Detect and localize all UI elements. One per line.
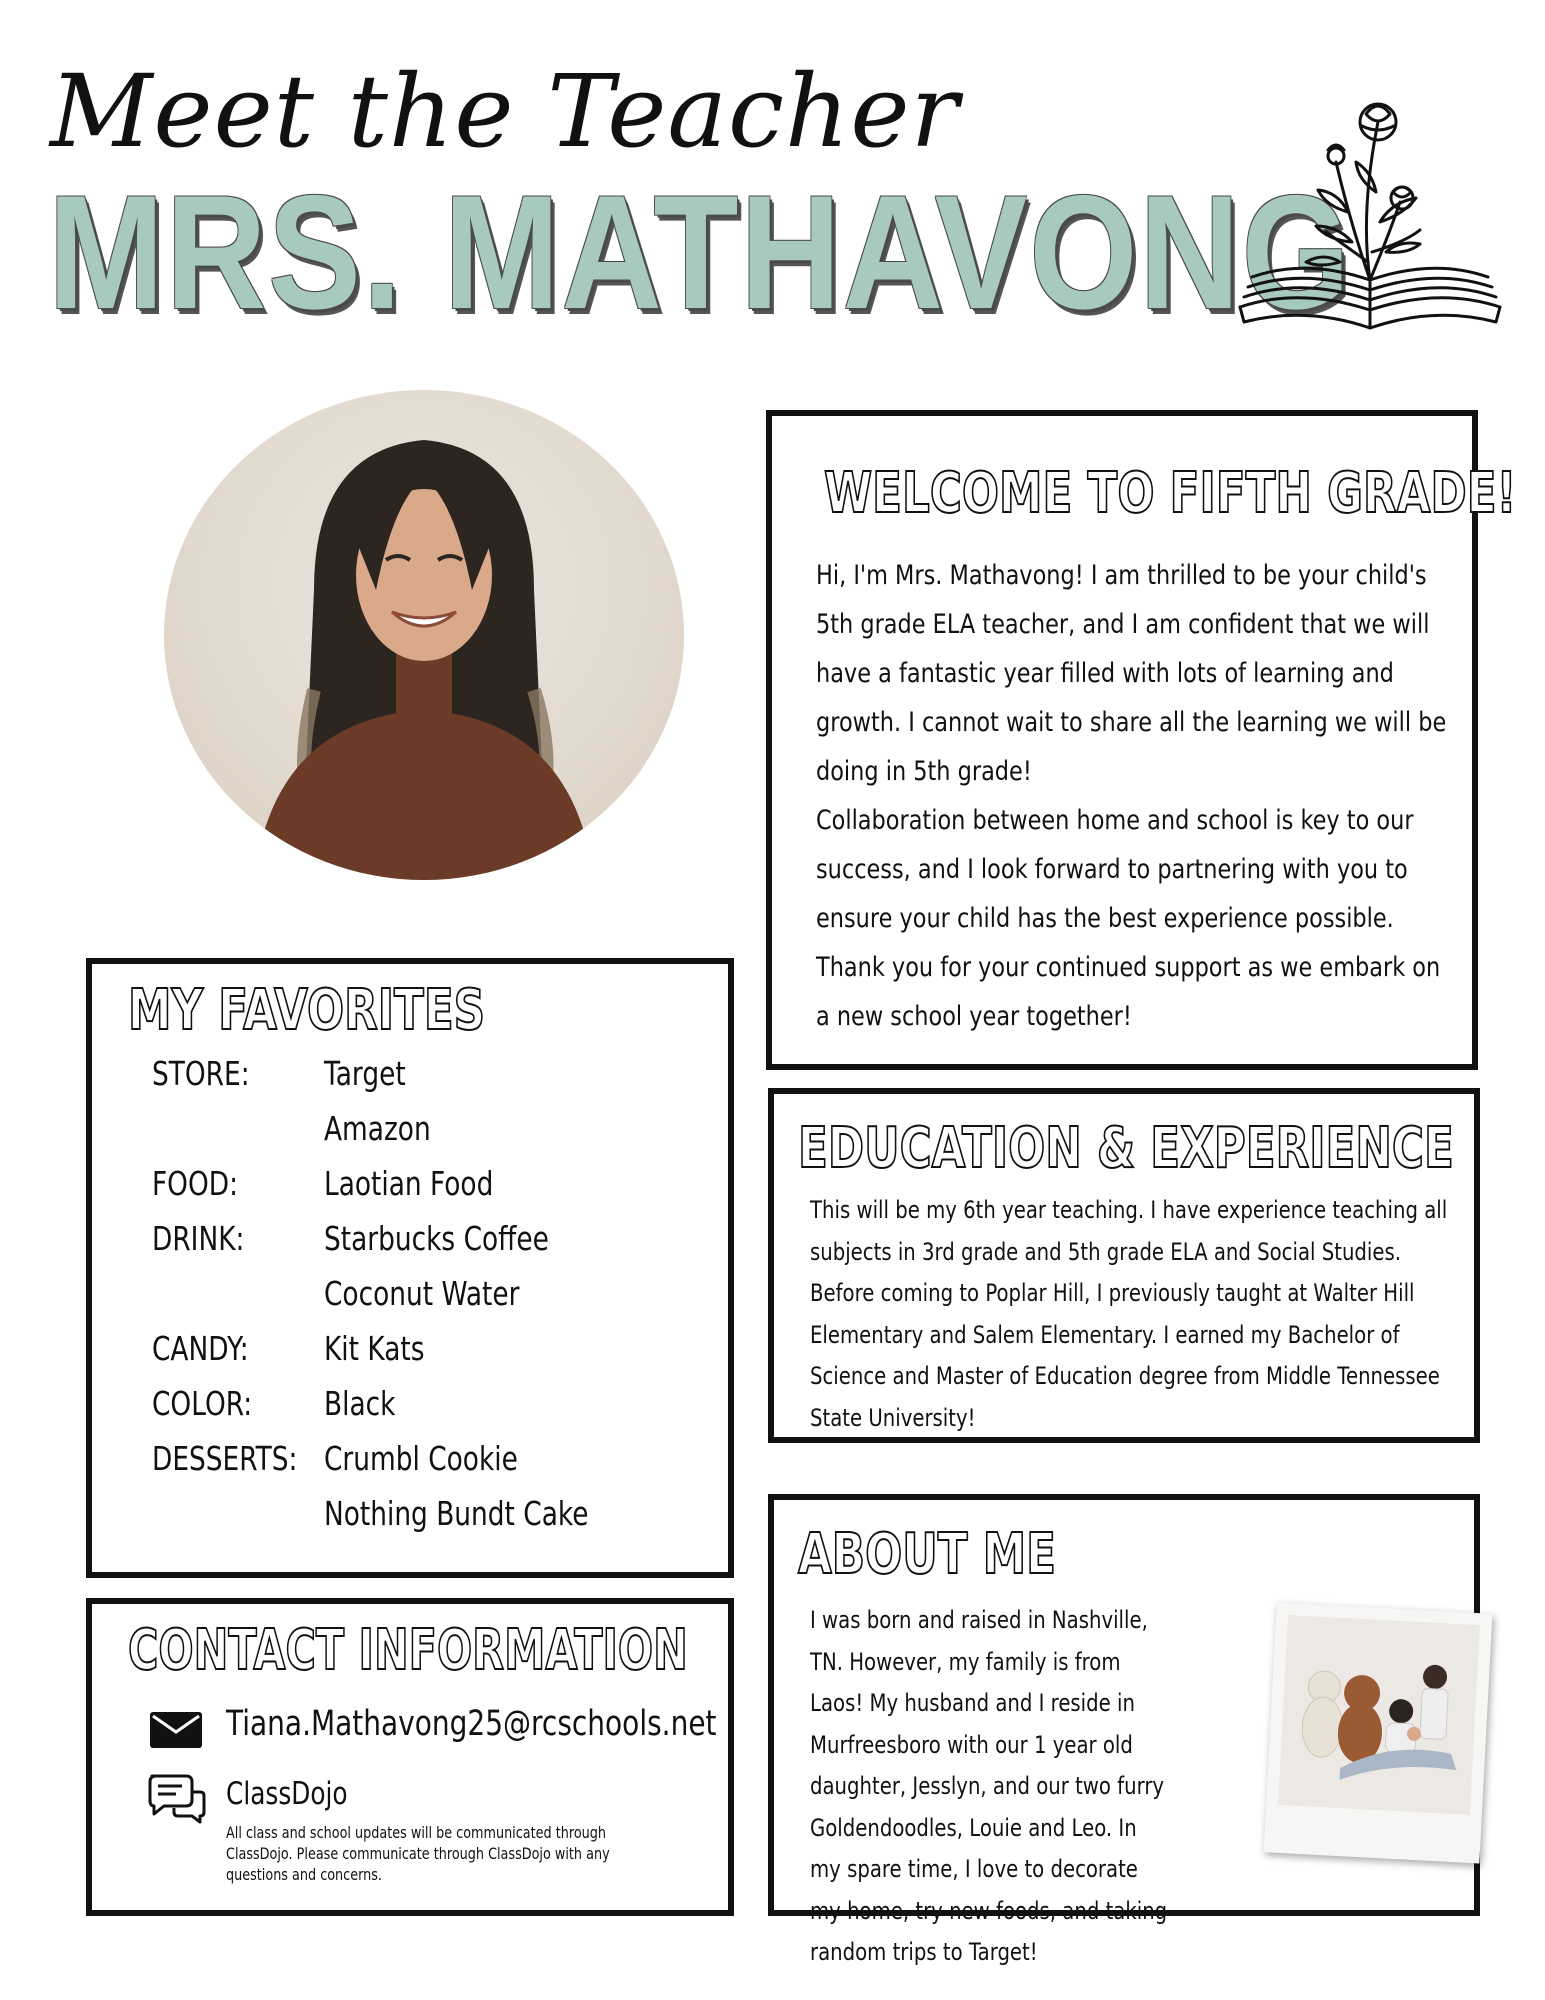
favorite-category: DRINK: <box>152 1219 245 1258</box>
book-flowers-icon <box>1230 92 1510 342</box>
welcome-heading: WELCOME TO FIFTH GRADE! <box>824 461 1517 526</box>
favorite-row <box>152 1213 712 1268</box>
favorite-row <box>152 1378 712 1433</box>
contact-heading: CONTACT INFORMATION <box>128 1618 688 1683</box>
family-polaroid-photo <box>1264 1603 1493 1864</box>
classdojo-label: ClassDojo <box>226 1776 348 1812</box>
favorite-category: STORE: <box>152 1054 250 1093</box>
family-photo-image <box>1278 1615 1480 1815</box>
favorite-row <box>152 1268 712 1323</box>
favorite-value: Amazon <box>324 1109 431 1148</box>
envelope-icon <box>150 1712 202 1748</box>
education-heading: EDUCATION & EXPERIENCE <box>798 1116 1454 1181</box>
favorite-value: Coconut Water <box>324 1274 520 1313</box>
contact-panel <box>86 1598 734 1916</box>
teacher-portrait-illustration <box>164 390 684 880</box>
favorite-category: FOOD: <box>152 1164 238 1203</box>
welcome-panel <box>766 410 1517 1070</box>
favorites-heading: MY FAVORITES <box>128 978 486 1043</box>
favorite-category: COLOR: <box>152 1384 253 1423</box>
email-address[interactable]: Tiana.Mathavong25@rcschools.net <box>226 1704 717 1744</box>
favorite-value: Laotian Food <box>324 1164 494 1203</box>
teacher-portrait <box>164 390 684 880</box>
chat-bubbles-icon <box>146 1770 208 1826</box>
favorite-row <box>152 1433 712 1488</box>
about-heading: ABOUT ME <box>798 1522 1057 1587</box>
favorite-row <box>152 1488 712 1543</box>
education-panel <box>768 1088 1480 1443</box>
family-photo-illustration <box>1278 1615 1480 1815</box>
favorites-list <box>152 1048 712 1543</box>
favorite-value: Target <box>324 1054 406 1093</box>
education-text: This will be my 6th year teaching. I have experience teaching all subjects in 3rd grade and 5th grade ELA and Social Studies. Before coming to Poplar Hill, I previously taught at Walter Hill Elementary and Salem Elementary. I earned my Bachelor of Science and Master of Education degree from Middle Tennessee State University! <box>810 1196 1448 1432</box>
favorite-row <box>152 1323 712 1378</box>
favorite-row <box>152 1158 712 1213</box>
welcome-paragraph-2: Collaboration between home and school is key to our success, and I look forward to partnering with you to ensure your child has the best experience possible. Thank you for your continued support as we embark on a new school year together! <box>816 805 1441 1032</box>
favorite-value: Kit Kats <box>324 1329 425 1368</box>
favorite-row <box>152 1103 712 1158</box>
favorite-value: Starbucks Coffee <box>324 1219 549 1258</box>
favorite-value: Crumbl Cookie <box>324 1439 518 1478</box>
welcome-paragraph-1: Hi, I'm Mrs. Mathavong! I am thrilled to be your child's 5th grade ELA teacher, and I am confident that we will have a fantastic year filled with lots of learning and growth. I cannot wait to share all the learning we will be doing in 5th grade! <box>816 560 1447 787</box>
favorite-value: Nothing Bundt Cake <box>324 1494 589 1533</box>
favorite-category: DESSERTS: <box>152 1439 298 1478</box>
about-text: I was born and raised in Nashville, TN. However, my family is from Laos! My husband and I reside in Murfreesboro with our 1 year old daughter, Jesslyn, and our two furry Goldendoodles, Louie and Leo. In my spare time, I love to decorate my home, try new foods, and taking random trips to Target! <box>810 1606 1168 1966</box>
teacher-name-heading: MRS. MATHAVONG <box>48 162 1352 343</box>
favorites-panel <box>86 958 734 1578</box>
meet-the-teacher-title: Meet the Teacher <box>50 53 960 170</box>
favorite-value: Black <box>324 1384 396 1423</box>
about-panel <box>768 1494 1480 1966</box>
favorite-category: CANDY: <box>152 1329 249 1368</box>
favorite-row <box>152 1048 712 1103</box>
classdojo-note: All class and school updates will be communicated through ClassDojo. Please communicate through ClassDojo with any questions and concerns. <box>226 1823 610 1884</box>
welcome-text <box>816 551 1447 1041</box>
